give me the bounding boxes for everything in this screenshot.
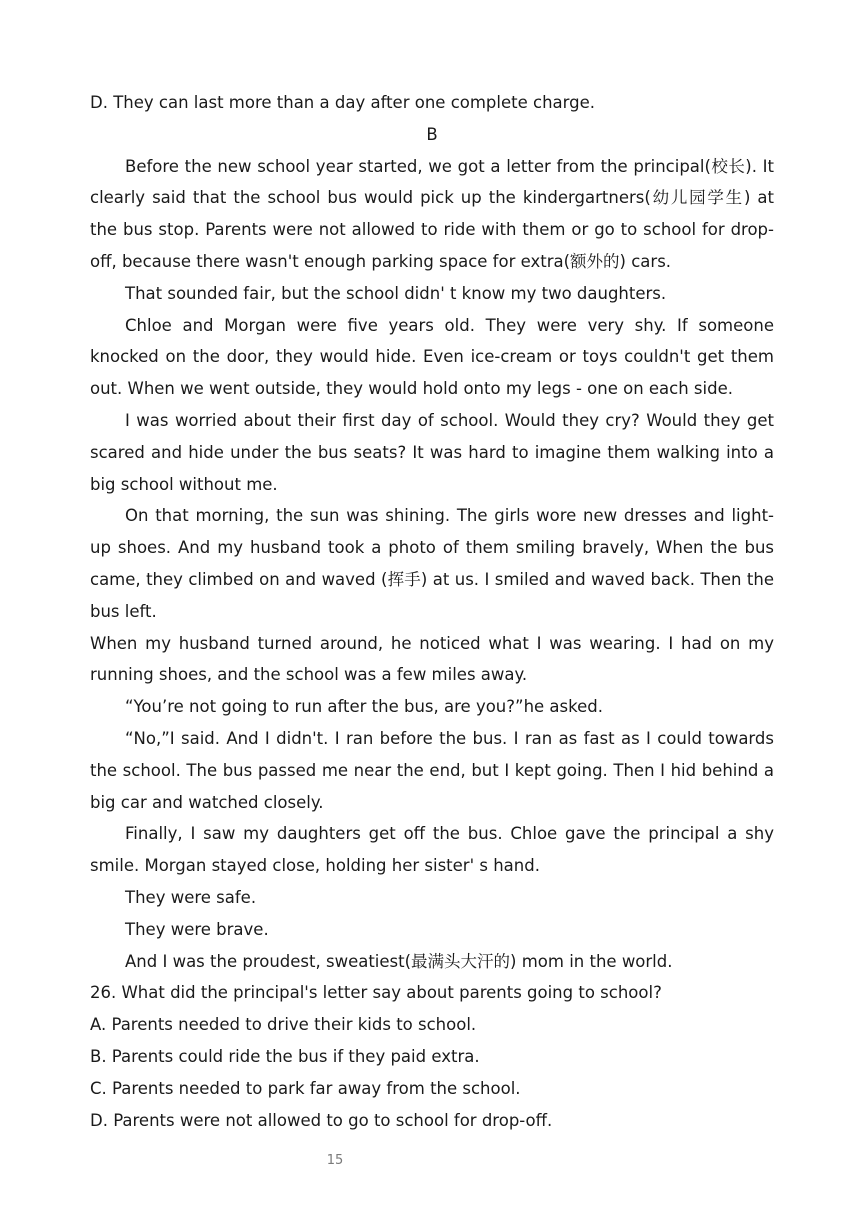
- answer-option-d[interactable]: D. Parents were not allowed to go to school for drop-off.: [90, 1110, 553, 1130]
- answer-option-c[interactable]: C. Parents needed to park far away from the school.: [90, 1078, 521, 1098]
- passage-paragraph: On that morning, the sun was shining. The girls wore new dresses and light-up shoes. And my husband took a photo of them smiling bravely, When the bus came, they climbed on and waved (挥手) at us. I smiled and waved back. Then the bus left.: [90, 506, 774, 621]
- passage-paragraph: Finally, I saw my daughters get off the bus. Chloe gave the principal a shy smile. Morgan stayed close, holding her sister' s hand.: [90, 824, 774, 876]
- passage-paragraph: And I was the proudest, sweatiest(最满头大汗的) mom in the world.: [125, 951, 673, 971]
- passage-paragraph: They were safe.: [125, 887, 257, 907]
- passage-paragraph: When my husband turned around, he noticed what I was wearing. I had on my running shoes, and the school was a few miles away.: [90, 633, 774, 685]
- page-number: 15: [326, 1153, 344, 1168]
- passage-paragraph: That sounded fair, but the school didn' t know my two daughters.: [125, 283, 667, 303]
- passage-paragraph: Chloe and Morgan were five years old. They were very shy. If someone knocked on the door, they would hide. Even ice-cream or toys couldn't get them out. When we went outside, they would hold onto my legs - one on each side.: [90, 315, 774, 399]
- answer-option-a[interactable]: A. Parents needed to drive their kids to school.: [90, 1015, 477, 1035]
- passage-paragraph: They were brave.: [125, 919, 269, 939]
- question-stem: 26. What did the principal's letter say about parents going to school?: [90, 983, 662, 1003]
- passage-paragraph: “No,”I said. And I didn't. I ran before the bus. I ran as fast as I could towards the school. The bus passed me near the end, but I kept going. Then I hid behind a big car and watched closely.: [90, 728, 774, 812]
- page-content: [90, 87, 774, 1136]
- question-26: [90, 977, 774, 1136]
- passage-paragraph: I was worried about their first day of school. Would they cry? Would they get scared and hide under the bus seats? It was hard to imagine them walking into a big school without me.: [90, 410, 774, 494]
- passage-paragraph: “You’re not going to run after the bus, are you?”he asked.: [125, 697, 603, 717]
- previous-option-d: D. They can last more than a day after one complete charge.: [90, 93, 596, 112]
- answer-option-b[interactable]: B. Parents could ride the bus if they paid extra.: [90, 1046, 480, 1066]
- section-label: B: [426, 124, 438, 144]
- passage-paragraph: Before the new school year started, we got a letter from the principal(校长). It clearly said that the school bus would pick up the kindergartners(幼儿园学生) at the bus stop. Parents were not allowed to ride with them or go to school for drop-off, because there wasn't enough parking space for extra(额外的) cars.: [90, 156, 774, 271]
